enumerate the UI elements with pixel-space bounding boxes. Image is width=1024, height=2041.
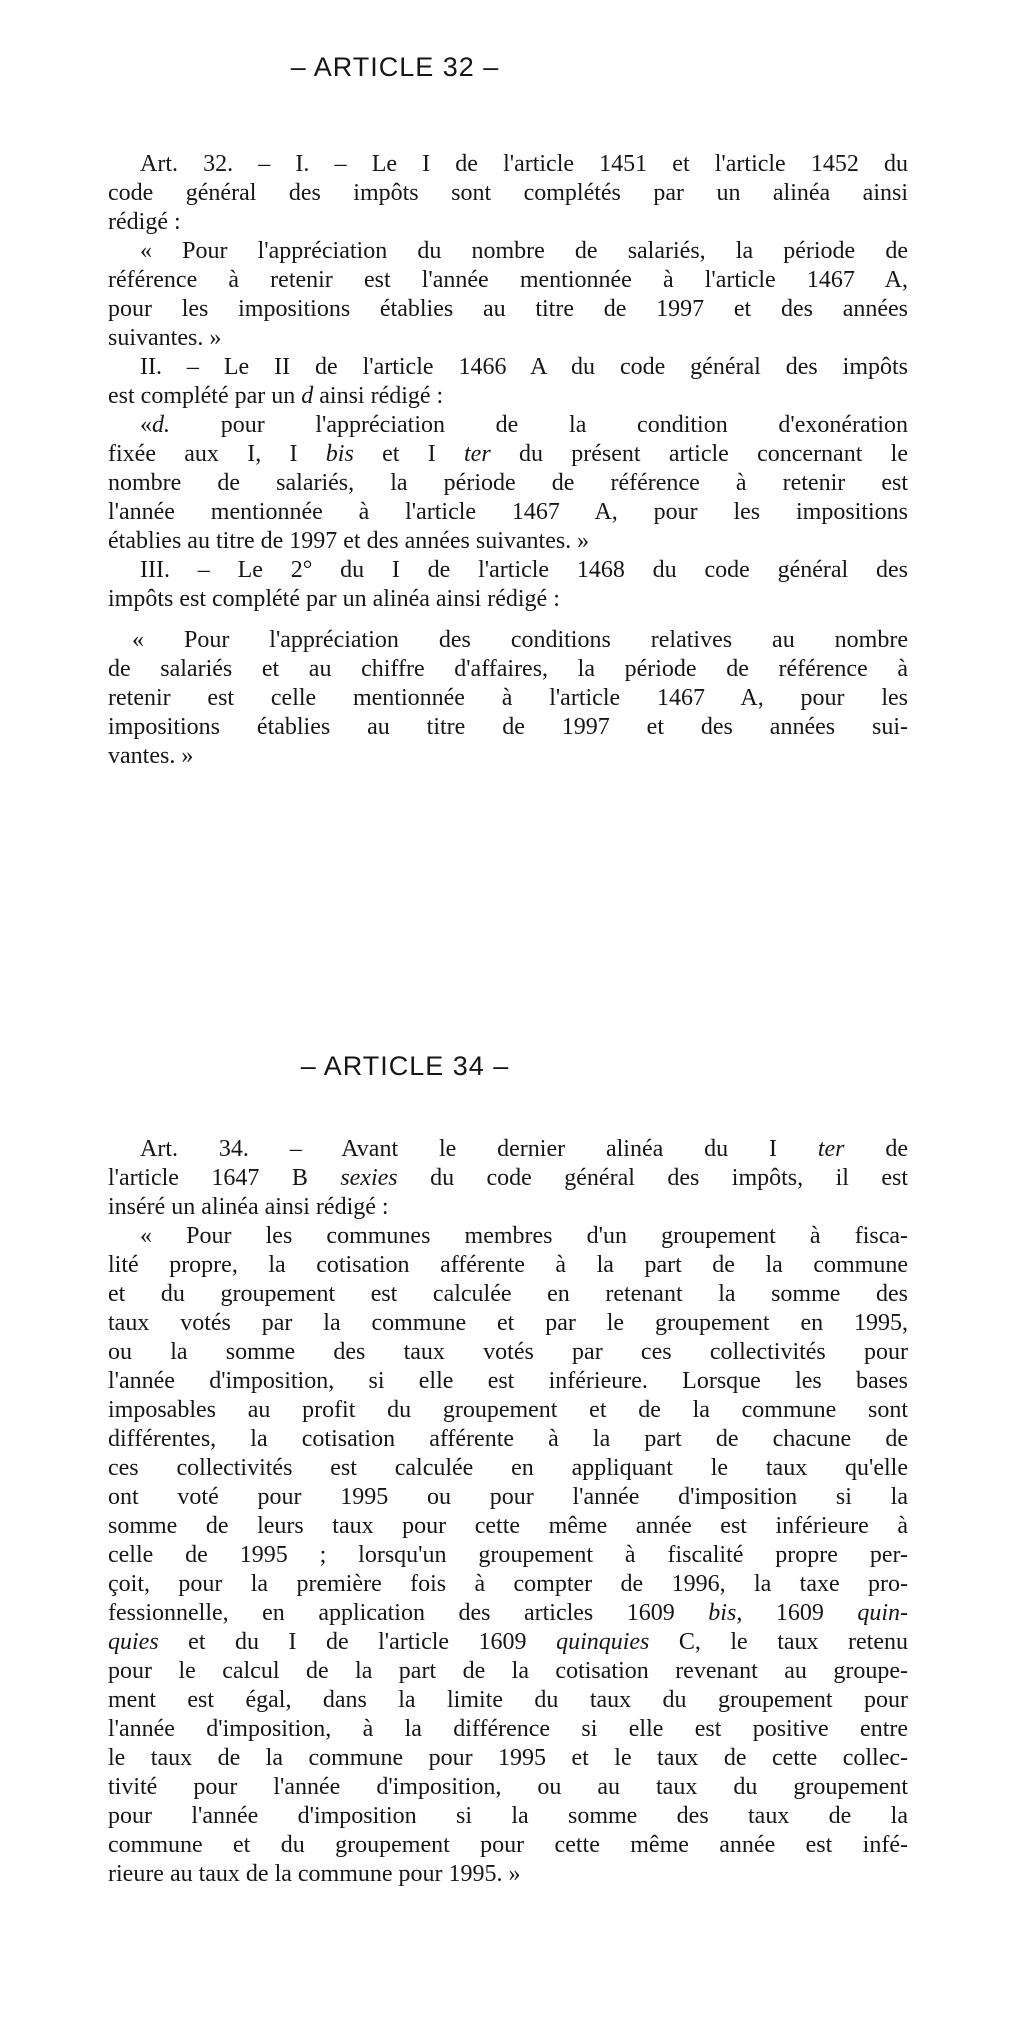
text-line: ces collectivités est calculée en appliquant le taux qu'elle	[108, 1455, 908, 1481]
text-line: tivité pour l'année d'imposition, ou au taux du groupement	[108, 1774, 908, 1800]
text-line: impôts est complété par un alinéa ainsi rédigé :	[108, 586, 560, 612]
text-line: celle de 1995 ; lorsqu'un groupement à fiscalité propre per-	[108, 1542, 908, 1568]
text-line: « Pour les communes membres d'un groupement à fisca-	[140, 1223, 908, 1249]
text-line: Art. 32. – I. – Le I de l'article 1451 et l'article 1452 du	[140, 151, 908, 177]
text-line: fixée aux I, I bis et I ter du présent article concernant le	[108, 441, 908, 467]
text-line: taux votés par la commune et par le groupement en 1995,	[108, 1310, 908, 1336]
text-line: fessionnelle, en application des articles 1609 bis, 1609 quin-	[108, 1600, 909, 1626]
text-line: référence à retenir est l'année mentionnée à l'article 1467 A,	[108, 267, 908, 293]
text-line: ment est égal, dans la limite du taux du groupement pour	[108, 1687, 908, 1713]
text-line: III. – Le 2° du I de l'article 1468 du code général des	[140, 557, 908, 583]
text-line: l'année d'imposition, si elle est inférieure. Lorsque les bases	[108, 1368, 908, 1394]
text-line: « Pour l'appréciation du nombre de salariés, la période de	[140, 238, 908, 264]
text-line: retenir est celle mentionnée à l'article 1467 A, pour les	[108, 685, 908, 711]
text-line: inséré un alinéa ainsi rédigé :	[108, 1194, 389, 1220]
text-line: II. – Le II de l'article 1466 A du code général des impôts	[140, 354, 908, 380]
article-32-body	[108, 150, 908, 771]
text-line: est complété par un d ainsi rédigé :	[108, 383, 444, 409]
text-line: rédigé :	[108, 209, 181, 235]
text-line: Art. 34. – Avant le dernier alinéa du I ter de	[140, 1136, 908, 1162]
text-line: impositions établies au titre de 1997 et des années sui-	[108, 714, 908, 740]
text-line: établies au titre de 1997 et des années suivantes. »	[108, 528, 590, 554]
text-line: ou la somme des taux votés par ces collectivités pour	[108, 1339, 908, 1365]
text-line: commune et du groupement pour cette même année est infé-	[108, 1832, 908, 1858]
text-line: imposables au profit du groupement et de la commune sont	[108, 1397, 908, 1423]
text-line: quies et du I de l'article 1609 quinquies C, le taux retenu	[108, 1629, 908, 1655]
text-line: pour l'année d'imposition si la somme des taux de la	[108, 1803, 908, 1829]
article-34-heading: – ARTICLE 34 –	[300, 1051, 510, 1081]
text-line: lité propre, la cotisation afférente à la part de la commune	[108, 1252, 908, 1278]
text-line: de salariés et au chiffre d'affaires, la période de référence à	[108, 656, 908, 682]
text-line: l'article 1647 B sexies du code général des impôts, il est	[108, 1165, 909, 1191]
text-line: l'année d'imposition, à la différence si elle est positive entre	[108, 1716, 908, 1742]
text-line: nombre de salariés, la période de référence à retenir est	[108, 470, 908, 496]
article-34-body	[108, 1135, 908, 1889]
text-line: pour les impositions établies au titre de 1997 et des années	[108, 296, 908, 322]
text-line: code général des impôts sont complétés par un alinéa ainsi	[108, 180, 908, 206]
text-line: l'année mentionnée à l'article 1467 A, pour les impositions	[108, 499, 908, 525]
text-line: pour le calcul de la part de la cotisation revenant au groupe-	[108, 1658, 908, 1684]
text-line: rieure au taux de la commune pour 1995. »	[108, 1861, 521, 1887]
text-line: «d. pour l'appréciation de la condition d'exonération	[140, 412, 909, 438]
text-line: somme de leurs taux pour cette même année est inférieure à	[108, 1513, 908, 1539]
text-line: « Pour l'appréciation des conditions relatives au nombre	[132, 627, 908, 653]
text-line: ont voté pour 1995 ou pour l'année d'imposition si la	[108, 1484, 908, 1510]
text-line: et du groupement est calculée en retenant la somme des	[108, 1281, 908, 1307]
article-32-heading: – ARTICLE 32 –	[290, 52, 500, 82]
text-line: vantes. »	[108, 743, 194, 769]
text-line: suivantes. »	[108, 325, 222, 351]
text-line: le taux de la commune pour 1995 et le taux de cette collec-	[108, 1745, 908, 1771]
text-line: çoit, pour la première fois à compter de 1996, la taxe pro-	[108, 1571, 908, 1597]
text-line: différentes, la cotisation afférente à la part de chacune de	[108, 1426, 908, 1452]
